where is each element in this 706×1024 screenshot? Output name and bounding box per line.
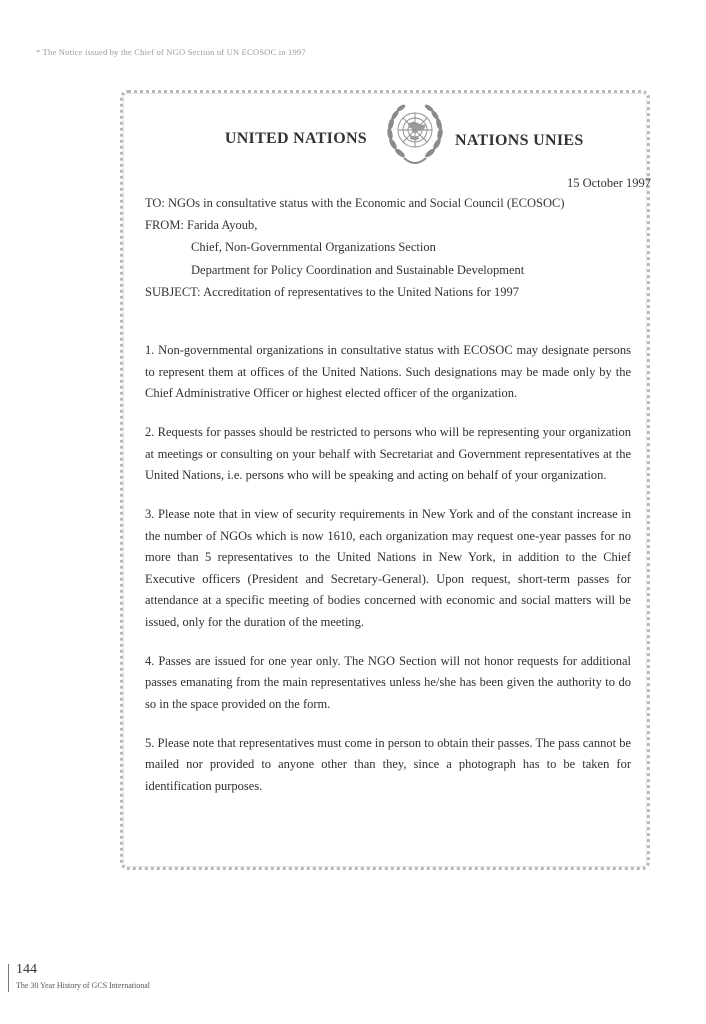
- paragraph-5: 5. Please note that representatives must come in person to obtain their passes. The pass cannot be mailed nor provided to anyone other than they, since a photograph has to be taken for identification purposes.: [145, 735, 631, 793]
- un-emblem-icon: [380, 100, 450, 174]
- memo-from: FROM: Farida Ayoub,: [145, 218, 258, 233]
- memo-date: 15 October 1997: [566, 176, 651, 190]
- memo-header: [145, 192, 635, 303]
- footer-divider: [8, 964, 9, 992]
- book-title: The 30 Year History of GCS International: [16, 981, 150, 990]
- paragraph-4: 4. Passes are issued for one year only. The NGO Section will not honor requests for additional passes emanating from the main representatives unless he/she has been given the authority to do so in the space provided on the form.: [145, 653, 631, 711]
- memo-from-title: Chief, Non-Governmental Organizations Section: [191, 240, 436, 255]
- figure-caption: * The Notice issued by the Chief of NGO Section of UN ECOSOC in 1997: [36, 47, 306, 57]
- paragraph-3: 3. Please note that in view of security requirements in New York and of the constant increase in the number of NGOs which is now 1610, each organization may request one-year passes for no more than 5 representatives to the United Nations in New York, in addition to the Chief Executive officers (President and Secretary-General). Upon request, short-term passes for attendance at a specific meeting of bodies concerned with economic and social matters will be issued, only for the duration of the meeting.: [145, 507, 631, 629]
- page-number: 144: [16, 962, 37, 977]
- memo-to: TO: NGOs in consultative status with the Economic and Social Council (ECOSOC): [145, 196, 565, 210]
- letterhead: [120, 100, 650, 180]
- paragraph-1: 1. Non-governmental organizations in consultative status with ECOSOC may designate persons to represent them at offices of the United Nations. Such designations may be made only by the Chief Administrative Officer or highest elected officer of the organization.: [145, 343, 631, 400]
- letterhead-english: UNITED NATIONS: [224, 130, 367, 147]
- paragraph-2: 2. Requests for passes should be restricted to persons who will be representing your organization at meetings or consulting on your behalf with Secretariat and Government representatives at the United Nations, i.e. persons who will be speaking and acting on behalf of your organization.: [145, 425, 631, 482]
- letterhead-french: NATIONS UNIES: [455, 132, 584, 149]
- memo-body: [145, 340, 631, 815]
- memo-from-department: Department for Policy Coordination and Sustainable Development: [191, 262, 525, 277]
- memo-subject: SUBJECT: Accreditation of representatives to the United Nations for 1997: [145, 284, 519, 299]
